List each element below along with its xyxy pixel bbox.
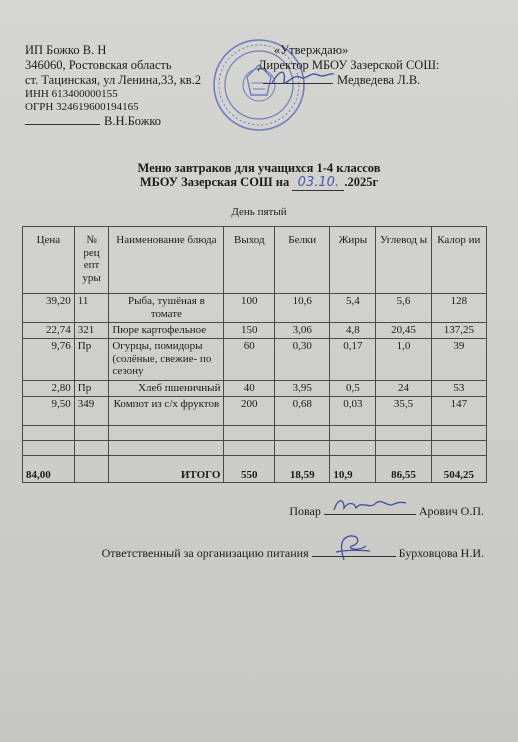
total-price: 84,00 bbox=[23, 456, 75, 483]
menu-subtitle bbox=[0, 175, 518, 191]
cell-protein: 0,68 bbox=[275, 397, 330, 426]
cell-yield: 60 bbox=[224, 339, 275, 381]
col-kcal: Калор ии bbox=[431, 227, 486, 294]
cell-price: 39,20 bbox=[23, 294, 75, 323]
cell-yield: 100 bbox=[224, 294, 275, 323]
cell-protein: 3,06 bbox=[275, 323, 330, 339]
org-name: ИП Божко В. Н bbox=[25, 43, 107, 57]
col-yield: Выход bbox=[224, 227, 275, 294]
cell-carbs: 5,6 bbox=[376, 294, 431, 323]
table-row bbox=[23, 323, 487, 339]
total-carbs: 86,55 bbox=[376, 456, 431, 483]
col-dish: Наименование блюда bbox=[109, 227, 224, 294]
table-header-row bbox=[23, 227, 487, 294]
org-signature-line bbox=[25, 114, 100, 125]
cell-protein: 3,95 bbox=[275, 381, 330, 397]
org-ogrn: ОГРН 324619600194165 bbox=[25, 101, 139, 113]
cell-dish: Хлеб пшеничный bbox=[109, 381, 224, 397]
cell-fat: 4,8 bbox=[330, 323, 376, 339]
org-address-region: 346060, Ростовская область bbox=[25, 58, 172, 72]
cook-name: Арович О.П. bbox=[418, 504, 484, 518]
table-row-empty bbox=[23, 441, 487, 456]
cell-carbs: 20,45 bbox=[376, 323, 431, 339]
cell-price: 2,80 bbox=[23, 381, 75, 397]
total-protein: 18,59 bbox=[275, 456, 330, 483]
cell-yield: 200 bbox=[224, 397, 275, 426]
responsible-name: Бурховцова Н.И. bbox=[398, 546, 484, 560]
table-row bbox=[23, 381, 487, 397]
cell-price: 9,50 bbox=[23, 397, 75, 426]
responsible-label: Ответственный за организацию питания bbox=[101, 546, 309, 560]
col-protein: Белки bbox=[275, 227, 330, 294]
cell-dish: Компот из с/х фруктов bbox=[109, 397, 224, 426]
cell-price: 9,76 bbox=[23, 339, 75, 381]
approver-name: Медведева Л.В. bbox=[337, 73, 421, 87]
org-address-street: ст. Тацинская, ул Ленина,33, кв.2 bbox=[25, 73, 202, 87]
table-row bbox=[23, 397, 487, 426]
approval-label: «Утверждаю» bbox=[274, 43, 349, 57]
cell-fat: 0,5 bbox=[330, 381, 376, 397]
menu-table bbox=[22, 226, 487, 483]
col-recipe: № рец епт уры bbox=[74, 227, 109, 294]
subtitle-prefix: МБОУ Зазерская СОШ на bbox=[139, 175, 290, 189]
cell-carbs: 35,5 bbox=[376, 397, 431, 426]
cell-protein: 10,6 bbox=[275, 294, 330, 323]
cell-fat: 5,4 bbox=[330, 294, 376, 323]
cell-fat: 0,03 bbox=[330, 397, 376, 426]
cell-kcal: 39 bbox=[431, 339, 486, 381]
subtitle-suffix: .2025г bbox=[344, 175, 379, 189]
responsible-signature-block bbox=[102, 546, 484, 561]
cell-recipe: 321 bbox=[74, 323, 109, 339]
total-yield: 550 bbox=[224, 456, 275, 483]
cell-dish: Рыба, тушёная в томате bbox=[109, 294, 224, 323]
table-row-empty bbox=[23, 426, 487, 441]
day-label: День пятый bbox=[231, 206, 287, 218]
cell-dish: Пюре картофельное bbox=[109, 323, 224, 339]
cell-recipe: 349 bbox=[74, 397, 109, 426]
cell-kcal: 128 bbox=[431, 294, 486, 323]
col-fat: Жиры bbox=[330, 227, 376, 294]
col-carbs: Углевод ы bbox=[376, 227, 431, 294]
cell-kcal: 147 bbox=[431, 397, 486, 426]
table-total-row bbox=[23, 456, 487, 483]
org-inn: ИНН 613400000155 bbox=[25, 88, 118, 100]
menu-date-handwritten: 03.10. bbox=[292, 176, 344, 191]
cell-protein: 0,30 bbox=[275, 339, 330, 381]
cell-kcal: 137,25 bbox=[431, 323, 486, 339]
org-signer: В.Н.Божко bbox=[104, 114, 162, 128]
org-header bbox=[25, 43, 201, 129]
cell-yield: 40 bbox=[224, 381, 275, 397]
cell-recipe: 11 bbox=[74, 294, 109, 323]
cook-signature bbox=[330, 494, 410, 516]
col-price: Цена bbox=[23, 227, 75, 294]
table-row bbox=[23, 339, 487, 381]
approver-title: Директор МБОУ Зазерской СОШ: bbox=[258, 58, 440, 72]
total-kcal: 504,25 bbox=[431, 456, 486, 483]
table-row bbox=[23, 294, 487, 323]
total-fat: 10,9 bbox=[330, 456, 376, 483]
total-label: ИТОГО bbox=[109, 456, 224, 483]
cell-recipe: Пр bbox=[74, 381, 109, 397]
responsible-signature bbox=[330, 532, 374, 564]
cell-fat: 0,17 bbox=[330, 339, 376, 381]
cell-yield: 150 bbox=[224, 323, 275, 339]
cell-carbs: 24 bbox=[376, 381, 431, 397]
cook-label: Повар bbox=[289, 504, 321, 518]
cell-recipe: Пр bbox=[74, 339, 109, 381]
menu-title: Меню завтраков для учащихся 1-4 классов bbox=[137, 161, 381, 175]
cell-dish: Огурцы, помидоры (солёные, свежие- по сезону bbox=[109, 339, 224, 381]
director-signature bbox=[268, 65, 338, 91]
cell-carbs: 1,0 bbox=[376, 339, 431, 381]
cell-price: 22,74 bbox=[23, 323, 75, 339]
cell-kcal: 53 bbox=[431, 381, 486, 397]
